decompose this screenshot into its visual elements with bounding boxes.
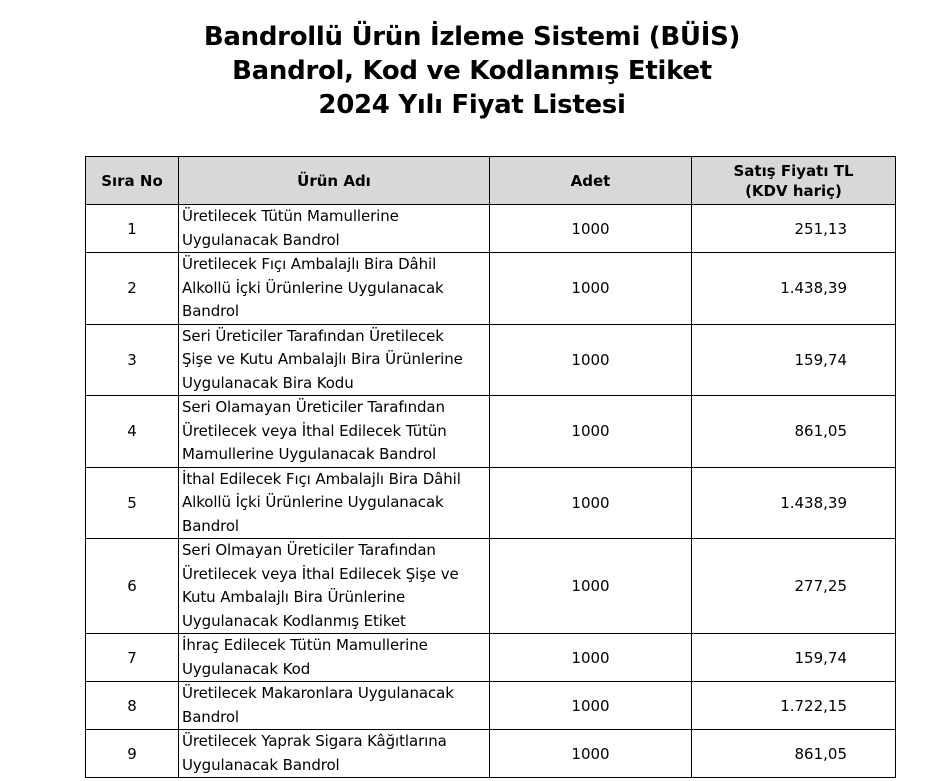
cell-urun-adi: [179, 730, 490, 778]
title-line-2: Bandrol, Kod ve Kodlanmış Etiket: [232, 56, 712, 86]
document-title: [0, 20, 944, 122]
product-name-line: Kutu Ambalajlı Bira Ürünlerine: [182, 588, 406, 606]
header-sira-no: Sıra No: [86, 157, 179, 205]
title-line-3: 2024 Yılı Fiyat Listesi: [318, 90, 626, 120]
cell-satis-fiyati: 277,25: [692, 539, 896, 634]
product-name-line: Uygulanacak Bandrol: [182, 755, 340, 774]
table-header-row: [86, 157, 896, 205]
cell-urun-adi: [179, 324, 490, 396]
product-name-line: Üretilecek veya İthal Edilecek Tütün: [182, 421, 447, 440]
table-body: [86, 205, 896, 778]
table-row: [86, 539, 896, 634]
cell-satis-fiyati: 159,74: [692, 634, 896, 682]
product-name-line: Bandrol: [182, 516, 239, 535]
product-name-line: Üretilecek Fıçı Ambalajlı Bira Dâhil: [182, 255, 437, 273]
table-row: [86, 324, 896, 396]
product-name-line: Üretilecek Makaronlara Uygulanacak: [182, 684, 454, 702]
cell-satis-fiyati: 1.438,39: [692, 467, 896, 539]
cell-urun-adi: [179, 396, 490, 468]
product-name-line: İhraç Edilecek Tütün Mamullerine: [182, 636, 428, 654]
cell-adet: 1000: [490, 730, 692, 778]
header-price-line-1: Satış Fiyatı TL: [733, 161, 854, 180]
cell-sira-no: 4: [86, 396, 179, 468]
header-adet: Adet: [490, 157, 692, 205]
product-name-line: Seri Olamayan Üreticiler Tarafından: [182, 398, 445, 416]
product-name-line: Alkollü İçki Ürünlerine Uygulanacak: [182, 493, 444, 511]
cell-adet: 1000: [490, 205, 692, 253]
table-row: [86, 682, 896, 730]
cell-urun-adi: [179, 253, 490, 325]
cell-urun-adi: [179, 467, 490, 539]
table-row: [86, 634, 896, 682]
cell-adet: 1000: [490, 396, 692, 468]
product-name-line: Uygulanacak Bandrol: [182, 230, 340, 249]
cell-sira-no: 5: [86, 467, 179, 539]
product-name-line: Uygulanacak Bira Kodu: [182, 373, 354, 392]
product-name-line: Şişe ve Kutu Ambalajlı Bira Ürünlerine: [182, 350, 463, 368]
product-name-line: Mamullerine Uygulanacak Bandrol: [182, 445, 437, 463]
cell-sira-no: 2: [86, 253, 179, 325]
cell-sira-no: 3: [86, 324, 179, 396]
product-name-line: Alkollü İçki Ürünlerine Uygulanacak: [182, 278, 444, 297]
cell-satis-fiyati: 1.438,39: [692, 253, 896, 325]
table-row: [86, 730, 896, 778]
product-name-line: Üretilecek Yaprak Sigara Kâğıtlarına: [182, 732, 447, 750]
product-name-line: Seri Üreticiler Tarafından Üretilecek: [182, 326, 444, 345]
table-row: [86, 467, 896, 539]
product-name-line: Üretilecek veya İthal Edilecek Şişe ve: [182, 564, 459, 583]
product-name-line: İthal Edilecek Fıçı Ambalajlı Bira Dâhil: [182, 469, 461, 488]
product-name-line: Seri Olmayan Üreticiler Tarafından: [182, 541, 436, 559]
cell-sira-no: 7: [86, 634, 179, 682]
header-price-line-2: (KDV hariç): [745, 181, 842, 200]
cell-sira-no: 1: [86, 205, 179, 253]
table-row: [86, 205, 896, 253]
table-row: [86, 396, 896, 468]
product-name-line: Uygulanacak Kod: [182, 659, 311, 678]
cell-adet: 1000: [490, 324, 692, 396]
cell-sira-no: 9: [86, 730, 179, 778]
cell-adet: 1000: [490, 634, 692, 682]
cell-adet: 1000: [490, 467, 692, 539]
price-table: [85, 156, 896, 778]
cell-urun-adi: [179, 205, 490, 253]
cell-urun-adi: [179, 682, 490, 730]
cell-sira-no: 6: [86, 539, 179, 634]
cell-satis-fiyati: 159,74: [692, 324, 896, 396]
cell-satis-fiyati: 1.722,15: [692, 682, 896, 730]
cell-satis-fiyati: 861,05: [692, 396, 896, 468]
cell-satis-fiyati: 861,05: [692, 730, 896, 778]
table-row: [86, 253, 896, 325]
cell-adet: 1000: [490, 253, 692, 325]
product-name-line: Üretilecek Tütün Mamullerine: [182, 207, 399, 225]
cell-urun-adi: [179, 539, 490, 634]
product-name-line: Bandrol: [182, 707, 239, 726]
cell-adet: 1000: [490, 682, 692, 730]
cell-adet: 1000: [490, 539, 692, 634]
cell-urun-adi: [179, 634, 490, 682]
title-line-1: Bandrollü Ürün İzleme Sistemi (BÜİS): [203, 22, 741, 52]
header-urun-adi: Ürün Adı: [179, 157, 490, 205]
header-satis-fiyati: [692, 157, 896, 205]
cell-sira-no: 8: [86, 682, 179, 730]
product-name-line: Uygulanacak Kodlanmış Etiket: [182, 611, 406, 630]
cell-satis-fiyati: 251,13: [692, 205, 896, 253]
product-name-line: Bandrol: [182, 302, 239, 320]
